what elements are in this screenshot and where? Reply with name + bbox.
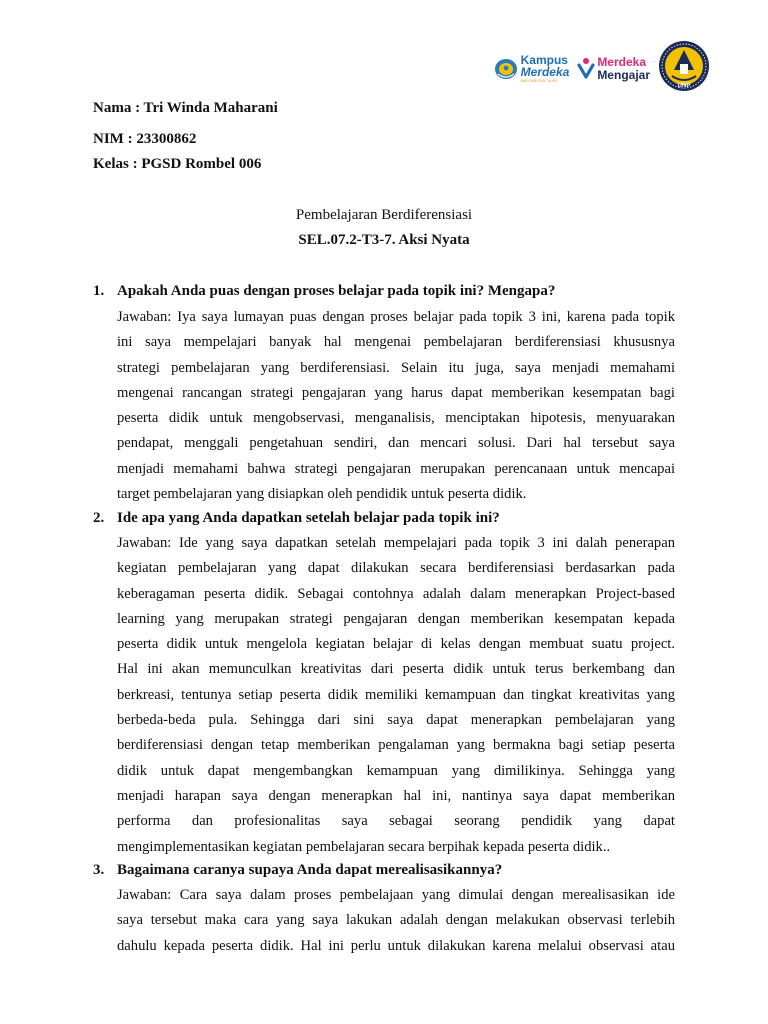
answer-line: learning yang merupakan strategi pengajaran dengan memberikan kesempatan kepada: [117, 610, 675, 627]
answer-line: saya tersebut maka cara yang saya lakukan adalah dengan melakukan observasi terlebih: [117, 912, 675, 929]
answer-line: mengimplementasikan kegiatan pembelajaran secara berpihak kepada peserta didik..: [117, 838, 611, 855]
question-text: Ide apa yang Anda dapatkan setelah belajar pada topik ini?: [117, 510, 500, 526]
merdeka-mengajar-logo: [577, 56, 650, 81]
answer-line: Jawaban: Cara saya dalam proses pembelajaan yang dimulai dengan merealisasikan ide: [117, 887, 675, 903]
question-number: 1.: [93, 283, 105, 299]
student-class: Kelas : PGSD Rombel 006: [93, 156, 262, 172]
answer-line: Jawaban: Ide yang saya dapatkan setelah mempelajari pada topik 3 ini dalah penerapan: [117, 535, 675, 551]
question-text: Apakah Anda puas dengan proses belajar pada topik ini? Mengapa?: [117, 283, 556, 299]
question-number: 2.: [93, 510, 105, 526]
answer-2: [117, 531, 675, 860]
answer-3: [117, 883, 675, 959]
kampus-merdeka-logo: [494, 54, 570, 83]
merdeka-text: Merdeka: [520, 65, 570, 79]
answer-1: [117, 305, 675, 507]
indonesia-jaya-text: INDONESIA JAYA: [520, 78, 558, 83]
answer-line: menjadi memahami bahwa strategi pengajaran merupakan perencanaan untuk mencapai: [117, 460, 675, 477]
question-number: 3.: [93, 862, 105, 878]
answer-line: peserta didik untuk mengelola kegiatan belajar di kelas dengan membuat suatu project.: [117, 636, 675, 653]
unp-label: UNP: [677, 83, 691, 89]
answer-line: berkreasi, tentunya setiap peserta didik memiliki kemampuan dan tingkat kreativitas yang: [117, 686, 675, 703]
answer-line: target pembelajaran yang disiapkan oleh pendidik untuk peserta didik.: [117, 486, 527, 503]
answer-line: menjadi harapan saya dengan menerapkan hal ini, nantinya saya dapat memberikan: [117, 787, 675, 804]
question-3: [93, 862, 502, 879]
question-text: Bagaimana caranya supaya Anda dapat merealisasikannya?: [117, 862, 503, 878]
answer-line: strategi pembelajaran yang berdiferensiasi. Selain itu juga, saya menjadi memahami: [117, 359, 675, 376]
question-2: [93, 510, 500, 527]
answer-line: didik untuk dapat mengembangkan kemampuan yang dimilikinya. Sehingga yang: [117, 762, 675, 779]
answer-line: kegiatan pembelajaran yang dapat dilakukan secara berdiferensiasi berdasarkan pada: [117, 560, 675, 577]
tut-wuri-handayani-icon: [494, 58, 518, 80]
header-logos: [494, 40, 710, 97]
answer-line: pendapat, menggali pengetahuan sendiri, dan mencari solusi. Dari hal tersebut saya: [117, 435, 675, 452]
kampus-text: Kampus: [520, 53, 568, 67]
answer-line: berbeda-beda pula. Sehingga dari sini saya dapat menerapkan pembelajaran yang: [117, 712, 675, 729]
answer-line: dahulu kepada peserta didik. Hal ini perlu untuk dilakukan karena melalui observasi atau: [117, 937, 675, 954]
mengajar-label: Mengajar: [597, 67, 650, 82]
document-subtitle: SEL.07.2-T3-7. Aksi Nyata: [298, 232, 470, 248]
answer-line: Jawaban: Iya saya lumayan puas dengan proses belajar pada topik 3 ini, karena pada topik: [117, 309, 675, 325]
student-name: Nama : Tri Winda Maharani: [93, 100, 278, 116]
answer-line: performa dan profesionalitas saya sebagai seorang pendidik yang dapat: [117, 813, 675, 830]
question-1: [93, 283, 555, 300]
merdeka-mengajar-icon: [577, 57, 595, 81]
unp-seal-logo: [658, 40, 710, 97]
answer-line: Hal ini akan memunculkan kreativitas dari peserta didik untuk terus berkembang dan: [117, 661, 675, 678]
answer-line: ini saya mempelajari banyak hal mengenai pembelajaran berdiferensiasi khususnya: [117, 334, 675, 351]
merdeka-label: Merdeka: [597, 54, 647, 69]
answer-line: peserta didik untuk mengobservasi, menganalisis, menciptakan hipotesis, menyuarakan: [117, 410, 675, 427]
university-seal-icon: [658, 40, 710, 92]
answer-line: berdiferensiasi dengan tetap memberikan pengalaman yang bermakna bagi setiap peserta: [117, 737, 675, 754]
student-nim: NIM : 23300862: [93, 131, 197, 147]
answer-line: keberagaman peserta didik. Sebagai contohnya adalah dalam menerapkan Project-based: [117, 585, 675, 602]
document-title: Pembelajaran Berdiferensiasi: [295, 207, 473, 223]
answer-line: mengenai rancangan strategi pengajaran yang harus dapat memberikan kesempatan bagi: [117, 384, 675, 401]
